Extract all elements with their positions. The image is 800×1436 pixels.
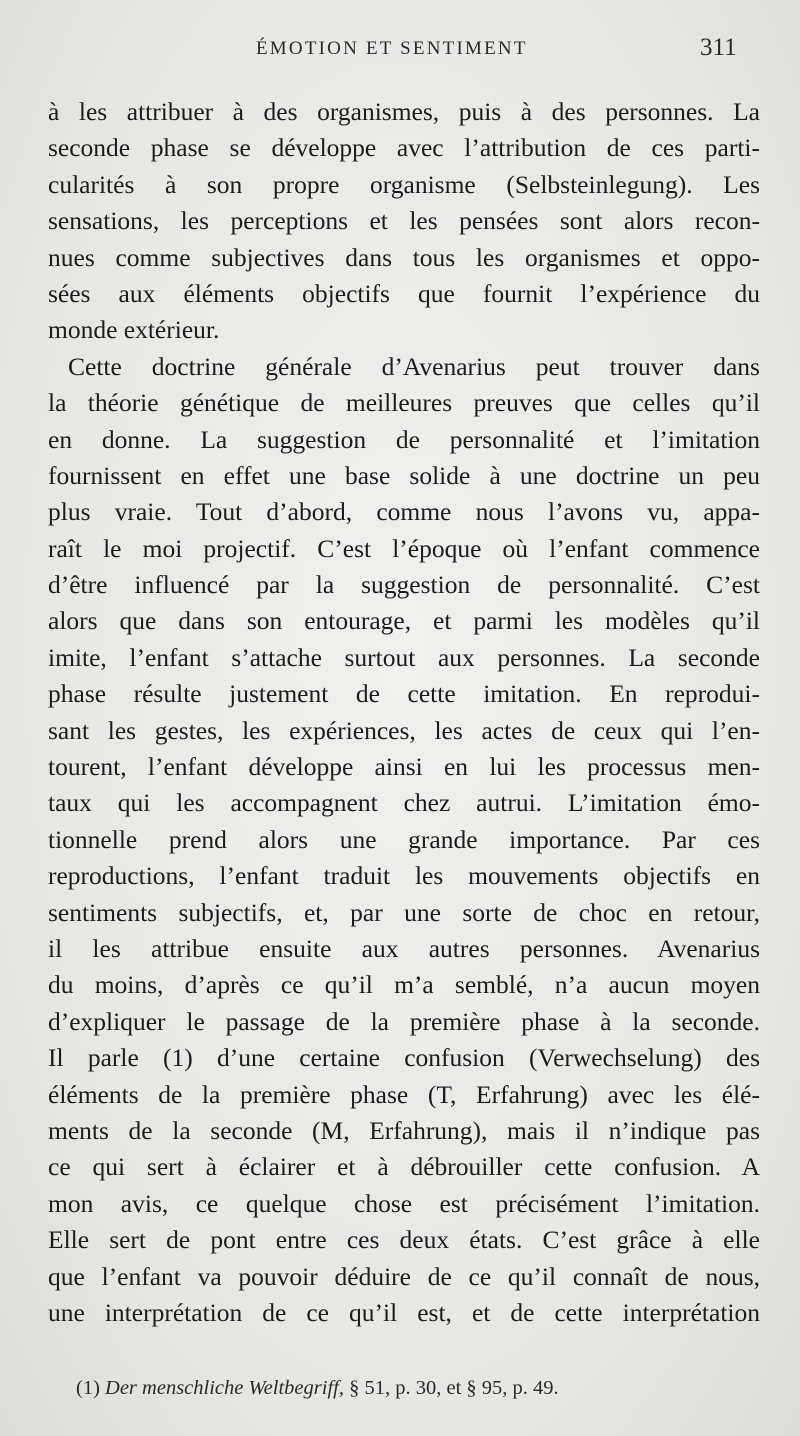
page-header [0, 30, 800, 70]
page-number: 311 [700, 34, 737, 61]
paragraph-start-line: Cette doctrine générale d’Avenarius peut trouver dans [68, 351, 760, 381]
text-line: la théorie génétique de meilleures preuves que celles qu’il [48, 388, 760, 418]
text-line: tourent, l’enfant développe ainsi en lui les processus men- [48, 752, 760, 782]
text-line: phase résulte justement de cette imitation. En reprodui- [48, 679, 760, 709]
text-line: éléments de la première phase (T, Erfahrung) avec les élé- [48, 1079, 760, 1109]
text-line: cularités à son propre organisme (Selbsteinlegung). Les [48, 169, 760, 199]
text-line: d’expliquer le passage de la première phase à la seconde. [48, 1006, 760, 1036]
text-line: nues comme subjectives dans tous les organismes et oppo- [48, 242, 760, 272]
footnote-title: Der menschliche Weltbegriff, [105, 1377, 344, 1399]
text-line: que l’enfant va pouvoir déduire de ce qu’il connaît de nous, [48, 1261, 760, 1291]
text-line: d’être influencé par la suggestion de personnalité. C’est [48, 570, 760, 600]
text-line: alors que dans son entourage, et parmi les modèles qu’il [48, 606, 760, 636]
text-line: Il parle (1) d’une certaine confusion (Verwechselung) des [48, 1043, 760, 1073]
text-line: en donne. La suggestion de personnalité et l’imitation [48, 424, 760, 454]
text-line: ce qui sert à éclairer et à débrouiller cette confusion. A [48, 1152, 760, 1182]
text-line: une interprétation de ce qu’il est, et de cette interprétation [48, 1297, 760, 1327]
text-line: il les attribue ensuite aux autres personnes. Avenarius [48, 933, 760, 963]
footnote-reference: § 51, p. 30, et § 95, p. 49. [349, 1377, 559, 1399]
text-line: sant les gestes, les expériences, les actes de ceux qui l’en- [48, 715, 760, 745]
text-line: taux qui les accompagnent chez autrui. L’imitation émo- [48, 788, 760, 818]
text-line: mon avis, ce quelque chose est précisément l’imitation. [48, 1188, 760, 1218]
footnote-marker: (1) [76, 1377, 100, 1399]
text-line: sensations, les perceptions et les pensées sont alors recon- [48, 206, 760, 236]
text-line: sées aux éléments objectifs que fournit l’expérience du [48, 278, 760, 308]
text-line: reproductions, l’enfant traduit les mouvements objectifs en [48, 861, 760, 891]
footnote [76, 1373, 696, 1403]
text-line: à les attribuer à des organismes, puis à des personnes. La [48, 97, 760, 126]
running-head: ÉMOTION ET SENTIMENT [256, 38, 528, 59]
body-text [48, 94, 760, 1331]
text-line: ments de la seconde (M, Erfahrung), mais il n’indique pas [48, 1115, 760, 1145]
text-line: monde extérieur. [48, 315, 220, 345]
text-line: Elle sert de pont entre ces deux états. C’est grâce à elle [48, 1225, 760, 1255]
text-line: du moins, d’après ce qu’il m’a semblé, n’a aucun moyen [48, 970, 760, 1000]
text-line: imite, l’enfant s’attache surtout aux personnes. La seconde [48, 642, 760, 672]
text-line: sentiments subjectifs, et, par une sorte de choc en retour, [48, 897, 760, 927]
text-line: fournissent en effet une base solide à une doctrine un peu [48, 460, 760, 490]
text-line: plus vraie. Tout d’abord, comme nous l’avons vu, appa- [48, 497, 760, 527]
text-line: raît le moi projectif. C’est l’époque où l’enfant commence [48, 533, 760, 563]
text-line: tionnelle prend alors une grande importance. Par ces [48, 824, 760, 854]
text-line: seconde phase se développe avec l’attribution de ces parti- [48, 133, 760, 163]
